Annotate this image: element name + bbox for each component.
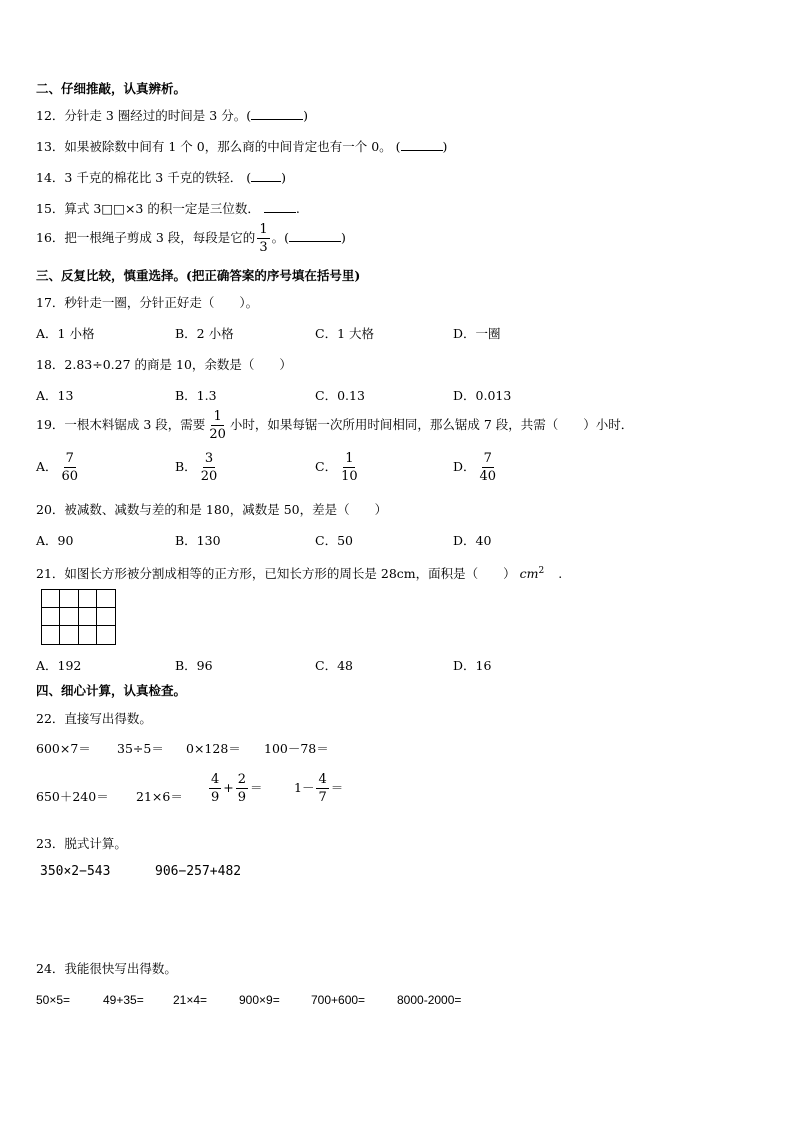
fraction: $\frac{1}{10}$	[341, 451, 358, 484]
option-d[interactable]: D．16	[453, 658, 492, 673]
rectangle-grid-figure	[41, 589, 116, 645]
option-a[interactable]: A．192	[36, 658, 82, 673]
calc-item: 100－78＝	[264, 741, 329, 756]
option-a[interactable]: A．13	[36, 388, 74, 403]
question-16: 16．把一根绳子剪成 3 段，每段是它的 $\frac{1}{3}$ 。( )	[36, 222, 346, 255]
option-d[interactable]: D．40	[453, 533, 492, 548]
question-17: 17．秒针走一圈，分针正好走（ ）。	[36, 295, 259, 310]
question-24: 24．我能很快写出得数。	[36, 961, 177, 976]
option-a[interactable]: A．1 小格	[36, 326, 95, 341]
expression: 906−257+482	[155, 864, 242, 879]
question-19: 19．一根木料锯成 3 段，需要 $\frac{1}{20}$ 小时，如果每锯一次所用时间相同，那么锯成 7 段，共需（ ）小时．	[36, 409, 634, 442]
expression: 350×2−543	[40, 864, 111, 879]
question-13: 13．如果被除数中间有 1 个 0，那么商的中间肯定也有一个 0。 ( )	[36, 139, 448, 154]
calc-item: 900×9=	[239, 993, 280, 1007]
option-b[interactable]: B．96	[175, 658, 213, 673]
option-c[interactable]: C．1 大格	[315, 326, 374, 341]
calc-item: 8000-2000=	[397, 993, 462, 1007]
calc-item: 650＋240＝	[36, 789, 109, 804]
calc-item: 49+35=	[103, 993, 144, 1007]
question-12: 12．分针走 3 圈经过的时间是 3 分。( )	[36, 108, 308, 123]
option-b[interactable]: B．130	[175, 533, 221, 548]
answer-blank[interactable]	[289, 230, 341, 242]
calc-item: 35÷5＝	[117, 741, 164, 756]
option-d[interactable]: D． $\frac{7}{40}$	[453, 451, 497, 484]
question-21: 21．如图长方形被分割成相等的正方形，已知长方形的周长是 28cm，面积是（ ） $cm^2$ .	[36, 565, 563, 581]
section-4-heading: 四、细心计算，认真检查。	[36, 683, 187, 698]
answer-blank[interactable]	[251, 108, 303, 120]
option-b[interactable]: B．1.3	[175, 388, 217, 403]
option-c[interactable]: C．50	[315, 533, 353, 548]
option-b[interactable]: B．2 小格	[175, 326, 234, 341]
fraction-difference-expression: 1－ $\frac{4}{7}$ ＝	[294, 772, 344, 805]
option-a[interactable]: A．90	[36, 533, 74, 548]
option-d[interactable]: D．一圈	[453, 326, 501, 341]
section-2-heading: 二、仔细推敲，认真辨析。	[36, 81, 187, 96]
fraction: $\frac{7}{40}$	[479, 451, 497, 484]
question-14: 14．3 千克的棉花比 3 千克的铁轻． ( )	[36, 170, 286, 185]
question-20: 20．被减数、减数与差的和是 180，减数是 50，差是（ ）	[36, 502, 388, 517]
option-a[interactable]: A． $\frac{7}{60}$	[36, 451, 79, 484]
fraction-sum-expression: $\frac{4}{9}$ + $\frac{2}{9}$ ＝	[211, 772, 263, 805]
question-18: 18．2.83÷0.27 的商是 10，余数是（ ）	[36, 357, 292, 372]
fraction: $\frac{4}{7}$	[318, 772, 327, 805]
calc-item: 50×5=	[36, 993, 71, 1007]
calc-item: 700+600=	[311, 993, 366, 1007]
answer-blank[interactable]	[264, 201, 296, 213]
fraction: $\frac{1}{3}$	[259, 222, 268, 255]
section-3-heading: 三、反复比较，慎重选择。(把正确答案的序号填在括号里)	[36, 268, 361, 283]
option-c[interactable]: C．48	[315, 658, 353, 673]
option-c[interactable]: C． $\frac{1}{10}$	[315, 451, 358, 484]
question-22: 22．直接写出得数。	[36, 711, 152, 726]
question-15: 15．算式 3□□×3 的积一定是三位数． .	[36, 201, 300, 216]
calc-item: 600×7＝	[36, 741, 91, 756]
calc-item: 21×6＝	[136, 789, 183, 804]
fraction: $\frac{1}{20}$	[209, 409, 226, 442]
fraction: $\frac{7}{60}$	[61, 451, 79, 484]
question-23: 23．脱式计算。	[36, 836, 127, 851]
fraction: $\frac{3}{20}$	[200, 451, 218, 484]
fraction: $\frac{2}{9}$	[237, 772, 247, 805]
option-b[interactable]: B． $\frac{3}{20}$	[175, 451, 218, 484]
fraction: $\frac{4}{9}$	[211, 772, 220, 805]
calc-item: 21×4=	[173, 993, 208, 1007]
answer-blank[interactable]	[401, 139, 443, 151]
option-d[interactable]: D．0.013	[453, 388, 512, 403]
option-c[interactable]: C．0.13	[315, 388, 365, 403]
calc-item: 0×128＝	[186, 741, 241, 756]
answer-blank[interactable]	[251, 170, 281, 182]
